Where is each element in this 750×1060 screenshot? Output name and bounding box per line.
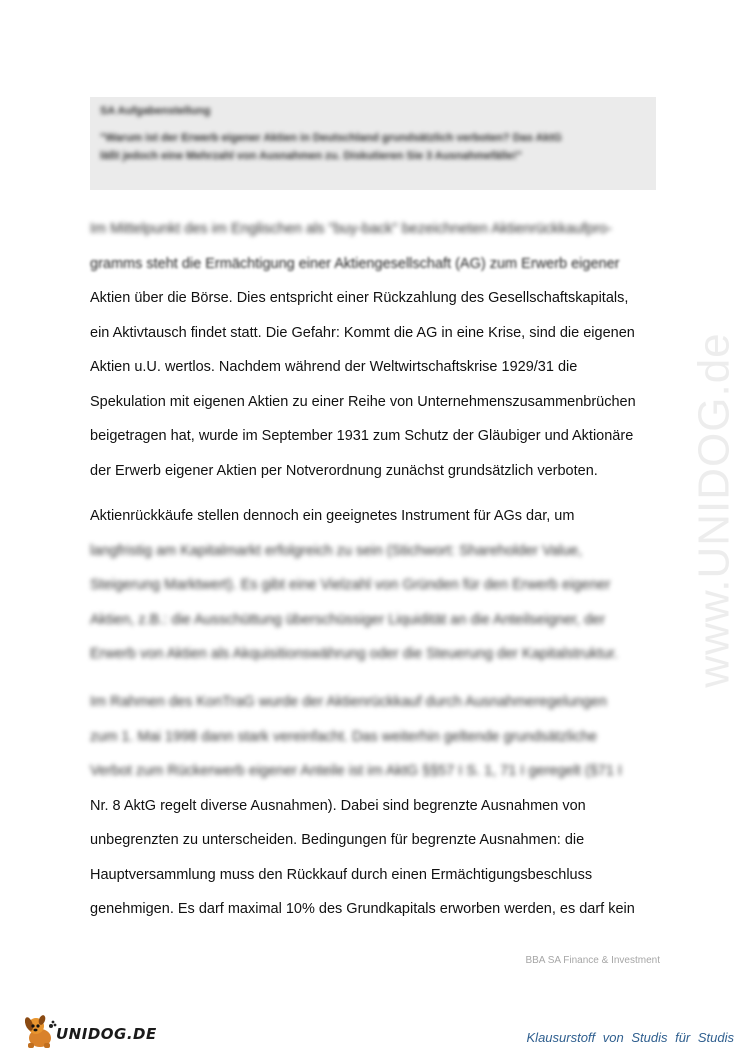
dog-mascot-icon <box>20 1012 60 1052</box>
logo-text: UNIDOG.DE <box>56 1025 157 1043</box>
text-line: Im Rahmen des KonTraG wurde der Aktienrückkauf durch Ausnahmeregelungen <box>90 694 607 710</box>
footer-note: BBA SA Finance & Investment <box>525 955 660 966</box>
paragraph-1 <box>90 212 670 488</box>
paragraph-3 <box>90 685 670 927</box>
text-line: genehmigen. Es darf maximal 10% des Grundkapitals erworben werden, es darf kein <box>90 901 635 917</box>
text-line: zum 1. Mai 1998 dann stark vereinfacht. Das weiterhin geltende grundsätzliche <box>90 728 597 745</box>
text-line: Spekulation mit eigenen Aktien zu einer Reihe von Unternehmenszusammenbrüchen <box>90 393 636 410</box>
watermark-text: www.UNIDOG.de <box>690 332 740 688</box>
text-line: Im Mittelpunkt des im Englischen als "buy-back" bezeichneten Aktienrückkaufpro- <box>90 221 613 237</box>
text-line: Aktien, z.B.: die Ausschüttung überschüssiger Liquidität an die Anteilseigner, der <box>90 611 606 628</box>
text-line: ein Aktivtausch findet statt. Die Gefahr: Kommt die AG in eine Krise, sind die eigenen <box>90 324 635 341</box>
task-question-line: "Warum ist der Erwerb eigener Aktien in Deutschland grundsätzlich verboten? Das AktG <box>100 132 562 144</box>
text-line: Aktienrückkäufe stellen dennoch ein geeignetes Instrument für AGs dar, um <box>90 508 575 524</box>
text-line: gramms steht die Ermächtigung einer Aktiengesellschaft (AG) zum Erwerb eigener <box>90 255 620 272</box>
unidog-logo[interactable] <box>20 1012 180 1052</box>
text-line: Nr. 8 AktG regelt diverse Ausnahmen). Dabei sind begrenzte Ausnahmen von <box>90 797 586 814</box>
task-question-line: läßt jedoch eine Mehrzahl von Ausnahmen zu. Diskutieren Sie 3 Ausnahmefälle!" <box>100 150 522 162</box>
tagline: Klausurstoff von Studis für Studis <box>526 1030 734 1045</box>
watermark <box>690 280 740 740</box>
paragraph-2 <box>90 499 670 672</box>
text-line: Verbot zum Rückerwerb eigener Anteile ist im AktG §§57 I S. 1, 71 I geregelt (§71 I <box>90 763 622 779</box>
text-line: Hauptversammlung muss den Rückkauf durch einen Ermächtigungsbeschluss <box>90 866 593 883</box>
task-title: SA Aufgabenstellung <box>100 105 211 117</box>
text-line: unbegrenzten zu unterscheiden. Bedingungen für begrenzte Ausnahmen: die <box>90 832 585 848</box>
text-line: beigetragen hat, wurde im September 1931 zum Schutz der Gläubiger und Aktionäre <box>90 428 634 444</box>
text-line: Aktien u.U. wertlos. Nachdem während der Weltwirtschaftskrise 1929/31 die <box>90 359 578 375</box>
text-line: Steigerung Marktwert). Es gibt eine Vielzahl von Gründen für den Erwerb eigener <box>90 577 611 593</box>
text-line: langfristig am Kapitalmarkt erfolgreich zu sein (Stichwort: Shareholder Value, <box>90 542 583 559</box>
text-line: Aktien über die Börse. Dies entspricht einer Rückzahlung des Gesellschaftskapitals, <box>90 290 629 306</box>
task-box <box>90 97 656 190</box>
text-line: Erwerb von Aktien als Akquisitionswährung oder die Steuerung der Kapitalstruktur. <box>90 646 618 662</box>
task-question <box>100 129 646 165</box>
text-line: der Erwerb eigener Aktien per Notverordnung zunächst grundsätzlich verboten. <box>90 462 598 479</box>
